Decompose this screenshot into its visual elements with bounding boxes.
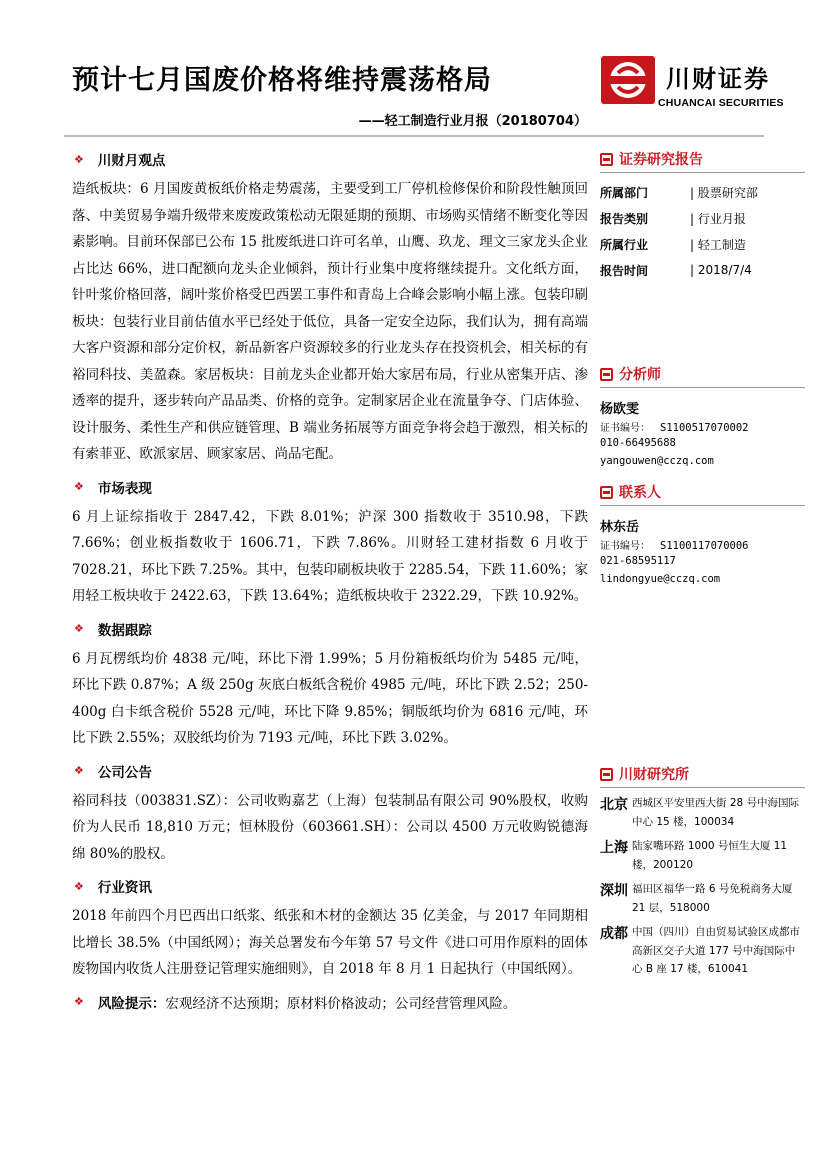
cert-label: 证书编号： [600, 423, 650, 434]
info-row [600, 231, 805, 257]
section-market [72, 476, 588, 610]
office-chengdu [600, 923, 805, 979]
info-value: | 股票研究部 [690, 185, 758, 200]
diamond-bullet-icon: ❖ [74, 995, 84, 1008]
report-info-block [600, 148, 805, 283]
info-key: 报告类别 [600, 211, 649, 226]
section-heading [72, 476, 588, 498]
office-beijing [600, 794, 805, 831]
section-marker-icon [600, 368, 613, 381]
office-city: 深圳 [600, 883, 628, 899]
section-heading [72, 148, 588, 170]
info-key: 所属行业 [600, 237, 649, 252]
office-shanghai [600, 837, 805, 874]
diamond-bullet-icon: ❖ [74, 879, 84, 893]
institute-block [600, 763, 805, 979]
office-city: 上海 [600, 840, 628, 856]
section-paragraph: 裕同科技（003831.SZ）：公司收购嘉艺（上海）包装制品有限公司 90%股权，收购价为人民币 18,810 万元；恒林股份（603661.SH）：公司以 4500 万元收购锐德海绵 80%的股权。 [72, 792, 588, 862]
diamond-bullet-icon: ❖ [74, 480, 84, 493]
section-marker-icon [600, 153, 613, 166]
info-key: 所属部门 [600, 185, 649, 200]
report-info-heading-text: 证券研究报告 [619, 152, 703, 168]
info-value: | 2018/7/4 [690, 263, 752, 277]
cert-number: S1100117070006 [660, 540, 749, 552]
cert-number: S1100517070002 [660, 422, 749, 434]
institute-heading [600, 763, 805, 785]
info-value: | 行业月报 [690, 211, 746, 226]
section-announcements [72, 760, 588, 868]
section-data-tracking [72, 618, 588, 752]
analyst-name: 杨欧雯 [600, 402, 640, 417]
section-heading-text: 市场表现 [97, 480, 152, 497]
section-heading-text: 数据跟踪 [97, 622, 152, 639]
analyst-email[interactable]: yangouwen@cczq.com [600, 455, 714, 467]
section-paragraph: 6 月瓦楞纸均价 4838 元/吨，环比下滑 1.99%；5 月份箱板纸均价为 5485 元/吨，环比下跌 0.87%；A 级 250g 灰底白板纸含税价 4985 元/吨，环比下跌 2.52；250-400g 白卡纸含税价 5528 元/吨，环比下降 9.85%；铜版纸均价为 6816 元/吨，环比下跌 2.55%；双胶纸均价为 7193 元/吨，环比下跌 3.02%。 [72, 650, 588, 746]
report-title: 预计七月国废价格将维持震荡格局 [72, 65, 492, 96]
office-shenzhen [600, 880, 805, 917]
office-address: 陆家嘴环路 1000 号恒生大厦 11 楼，200120 [632, 840, 788, 871]
diamond-bullet-icon: ❖ [74, 764, 84, 777]
info-row [600, 179, 805, 205]
logo-english-name: CHUANCAI SECURITIES [658, 97, 784, 109]
section-heading-text: 公司公告 [97, 764, 152, 781]
logo-mark-icon [600, 55, 656, 105]
company-logo [600, 55, 790, 115]
contact-email[interactable]: lindongyue@cczq.com [600, 573, 721, 585]
analyst-cert [600, 421, 805, 436]
diamond-bullet-icon: ❖ [74, 152, 84, 166]
contact-name: 林东岳 [600, 520, 640, 535]
header-divider [64, 135, 764, 137]
office-city: 成都 [600, 926, 628, 942]
section-viewpoint [72, 148, 588, 468]
report-subtitle: ——轻工制造行业月报（20180704） [358, 114, 587, 129]
report-info-table [600, 179, 805, 283]
risk-warning [72, 991, 588, 1013]
section-heading [72, 875, 588, 897]
section-marker-icon [600, 768, 613, 781]
office-address: 中国（四川）自由贸易试验区成都市高新区交子大道 177 号中海国际中心 B 座 17 楼，610041 [632, 926, 800, 975]
heading-divider [600, 787, 805, 788]
cert-label: 证书编号： [600, 541, 650, 552]
contact-heading-text: 联系人 [619, 485, 661, 501]
section-paragraph: 2018 年前四个月巴西出口纸浆、纸张和木材的金额达 35 亿美金，与 2017 年同期相比增长 38.5%（中国纸网）；海关总署发布今年第 57 号文件《进口可用作原料的固体废物国内收货人注册登记管理实施细则》，自 2018 年 8 月 1 日起执行（中国纸网）。 [72, 908, 588, 977]
office-address: 西城区平安里西大街 28 号中海国际中心 15 楼，100034 [632, 797, 800, 828]
info-value: | 轻工制造 [690, 237, 746, 252]
office-address: 福田区福华一路 6 号免税商务大厦 21 层，518000 [632, 883, 793, 914]
contact-phone: 021-68595117 [600, 555, 676, 567]
analyst-phone: 010-66495688 [600, 437, 676, 449]
section-industry-news [72, 875, 588, 983]
section-paragraph: 6 月上证综指收于 2847.42，下跌 8.01%；沪深 300 指数收于 3510.98，下跌 7.66%；创业板指数收于 1606.71，下跌 7.86%。川财轻工建材指数 6 月收于 7028.21，环比下跌 7.25%。其中，包装印刷板块收于 2285.54，下跌 11.60%；家用轻工板块收于 2422.63，下跌 13.64%；造纸板块收于 2322.29，下跌 10.92%。 [72, 508, 588, 604]
section-heading-text: 川财月观点 [97, 153, 166, 169]
heading-divider [600, 505, 805, 506]
risk-label: 风险提示： [97, 995, 166, 1012]
logo-chinese-name: 川财证券 [666, 65, 770, 93]
risk-text: 宏观经济不达预期；原材料价格波动；公司经营管理风险。 [165, 995, 517, 1012]
analyst-heading [600, 363, 805, 385]
info-row [600, 257, 805, 283]
diamond-bullet-icon: ❖ [74, 622, 84, 635]
info-key: 报告时间 [600, 263, 649, 278]
section-heading [72, 760, 588, 782]
heading-divider [600, 172, 805, 173]
institute-heading-text: 川财研究所 [619, 767, 689, 783]
contact-block [600, 481, 805, 587]
office-city: 北京 [600, 797, 628, 813]
sidebar [600, 148, 805, 979]
analyst-heading-text: 分析师 [619, 367, 661, 383]
info-row [600, 205, 805, 231]
report-info-heading [600, 148, 805, 170]
section-paragraph: 造纸板块：6 月国废黄板纸价格走势震荡，主要受到工厂停机检修保价和阶段性触顶回落、中美贸易争端升级带来废废政策松动无限延期的预期、市场购买情绪不断变化等因素影响。目前环保部已公布 15 批废纸进口许可名单，山鹰、玖龙、理文三家龙头企业占比达 66%，进口配额向龙头企业倾斜，预计行业集中度将继续提升。文化纸方面，针叶浆价格回落，阔叶浆价格受巴西罢工事件和青岛上合峰会影响小幅上涨。包装印刷板块：包装行业目前估值水平已经处于低位，具备一定安全边际，我们认为，拥有高端大客户资源和部分定价权，新品新客户资源较多的行业龙头存在投资机会，相关标的有裕同科技、美盈森。家居板块：目前龙头企业都开始大家居布局，行业从密集开店、渗透率的提升，逐步转向产品品类、价格的竞争。定制家居企业在流量争夺、门店体验、设计服务、柔性生产和供应链管理、B 端业务拓展等方面竞争将会趋于激烈，相关标的有索菲亚、欧派家居、顾家家居、尚品宅配。 [72, 181, 588, 462]
contact-cert [600, 539, 805, 554]
section-heading [72, 618, 588, 640]
heading-divider [600, 387, 805, 388]
main-content [72, 148, 588, 1013]
analyst-block [600, 363, 805, 469]
section-heading-text: 行业资讯 [97, 880, 152, 896]
section-marker-icon [600, 486, 613, 499]
contact-heading [600, 481, 805, 503]
